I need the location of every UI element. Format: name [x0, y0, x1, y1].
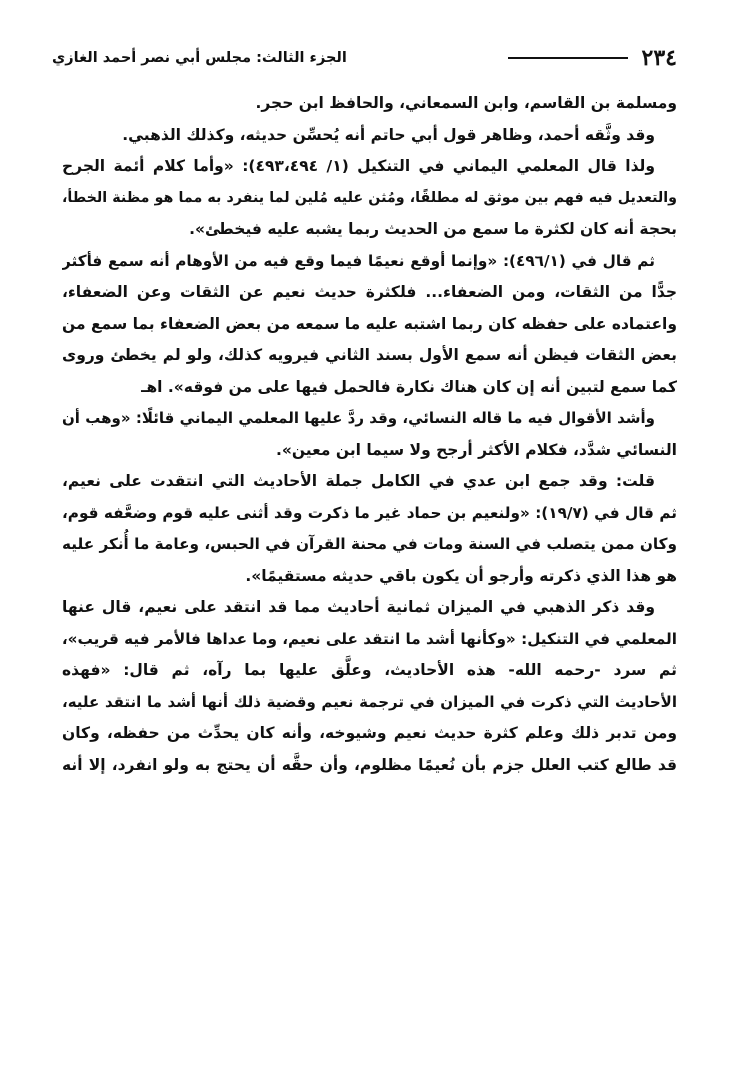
- text-line: وقد وثَّقه أحمد، وظاهر قول أبي حاتم أنه يُحسِّن حديثه، وكذلك الذهبي.: [122, 125, 655, 144]
- text-line: ولذا قال المعلمي اليماني في التنكيل (١/ ٤٩٣،٤٩٤): «وأما كلام أئمة الجرح: [62, 157, 655, 175]
- text-line: ثم قال في (١٩/٧): «ولنعيم بن حماد غير ما ذكرت وقد أثنى عليه قوم وضعَّفه قوم،: [62, 503, 677, 522]
- text-line: والتعديل فيه فهم بين موثق له مطلقًا، ومُثن عليه مُلين لما ينفرد به مما هو مظنة الخطأ،: [62, 189, 677, 206]
- text-line: النسائي شدَّد، فكلام الأكثر أرجح ولا سيما ابن معين».: [275, 440, 677, 459]
- text-line: وكان ممن يتصلب في السنة ومات في محنة القرآن في الحبس، وعامة ما أُنكر عليه: [62, 535, 677, 553]
- text-line: وقد ذكر الذهبي في الميزان ثمانية أحاديث مما قد انتقد على نعيم، قال عنها: [62, 598, 655, 616]
- text-line: واعتماده على حفظه كان ربما اشتبه عليه ما سمعه من بعض الضعفاء بما سمع من: [62, 314, 677, 333]
- text-line: قلت: وقد جمع ابن عدي في الكامل جملة الأحاديث التي انتقدت على نعيم،: [62, 472, 655, 490]
- text-line: ثم قال في (٤٩٦/١): «وإنما أوقع نعيمًا فيما وقع فيه من الأوهام أنه سمع فأكثر: [62, 251, 655, 270]
- text-line: المعلمي في التنكيل: «وكأنها أشد ما انتقد على نعيم، وما عداها فالأمر فيه قريب»،: [62, 629, 677, 648]
- page-header: [52, 40, 677, 76]
- page-number: ٢٣٤: [641, 45, 677, 71]
- text-line: بحجة أنه كان لكثرة ما سمع من الحديث ربما يشبه عليه فيخطئ».: [189, 220, 677, 238]
- body-text: [62, 88, 677, 781]
- text-line: ومن تدبر ذلك وعلم كثرة حديث نعيم وشيوخه، وأنه كان يحدِّث من حفظه، وكان: [62, 724, 677, 742]
- text-line: قد طالع كتب العلل جزم بأن نُعيمًا مظلوم، وأن حقَّه أن يحتج به ولو انفرد، إلا أنه: [62, 755, 677, 774]
- header-rule: [508, 57, 628, 59]
- text-line: بعض الثقات فيظن أنه سمع الأول بسند الثاني فيرويه كذلك، ولو لم يخطئ وروى: [62, 346, 677, 364]
- text-line: ثم سرد -رحمه الله- هذه الأحاديث، وعلَّق عليها بما رآه، ثم قال: «فهذه: [62, 661, 677, 679]
- running-title: الجزء الثالث: مجلس أبي نصر أحمد الغازي: [52, 50, 347, 66]
- text-line: جدًّا من الثقات، ومن الضعفاء... فلكثرة حديث نعيم عن الثقات وعن الضعفاء،: [62, 283, 677, 301]
- text-line: الأحاديث التي ذكرت في الميزان في ترجمة نعيم وقضية ذلك أنها أشد ما انتقد عليه،: [62, 692, 677, 711]
- text-line: كما سمع لتبين أنه إن كان هناك نكارة فالحمل فيها على من فوقه». اهـ: [141, 377, 677, 396]
- text-line: وأشد الأقوال فيه ما قاله النسائي، وقد ردَّ عليها المعلمي اليماني قائلًا: «وهب أن: [62, 409, 655, 427]
- text-line: هو هذا الذي ذكرته وأرجو أن يكون باقي حديثه مستقيمًا».: [245, 566, 677, 585]
- text-line: ومسلمة بن القاسم، وابن السمعاني، والحافظ ابن حجر.: [255, 94, 677, 112]
